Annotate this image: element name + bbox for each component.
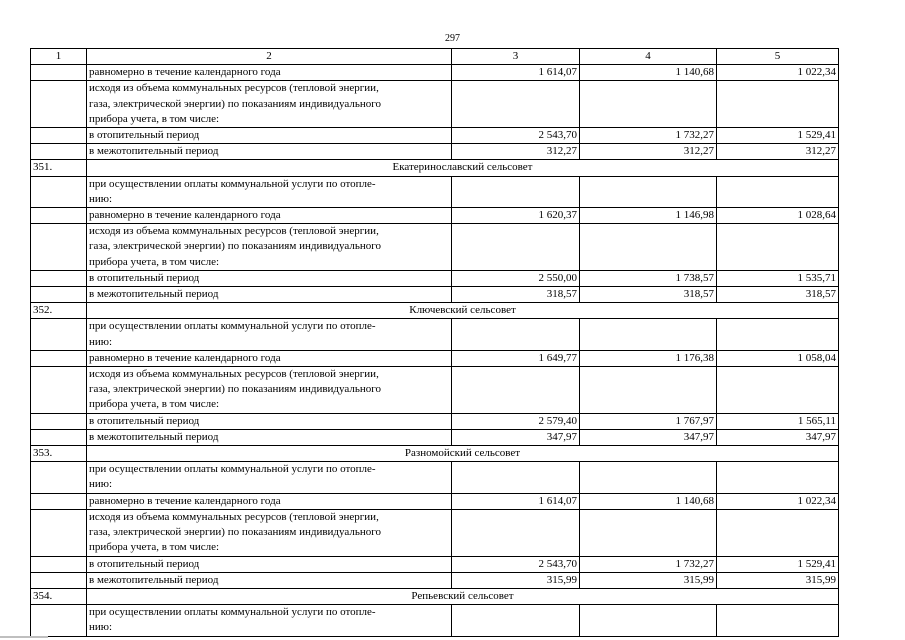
row-number-cell: [31, 176, 87, 207]
note-line: при осуществлении оплаты коммунальной услуги по отопле-: [89, 320, 376, 333]
note-line: исходя из объема коммунальных ресурсов (тепловой энергии,: [89, 82, 379, 95]
value-col-3: 318,57: [452, 287, 580, 303]
value-col-3: [452, 509, 580, 556]
value-col-3: 2 550,00: [452, 270, 580, 286]
data-row: [31, 208, 839, 224]
note-line: прибора учета, в том числе:: [89, 112, 220, 125]
data-row: [31, 493, 839, 509]
note-line: нию:: [89, 335, 113, 348]
note-line: при осуществлении оплаты коммунальной услуги по отопле-: [89, 177, 376, 190]
note-text: [87, 509, 452, 556]
row-number-cell: [31, 367, 87, 414]
row-label: равномерно в течение календарного года: [87, 65, 452, 81]
tariff-table-body: [31, 49, 839, 637]
value-col-3: [452, 176, 580, 207]
value-col-5: [717, 509, 839, 556]
note-row: [31, 81, 839, 128]
row-label: равномерно в течение календарного года: [87, 493, 452, 509]
value-col-3: [452, 81, 580, 128]
note-line: исходя из объема коммунальных ресурсов (тепловой энергии,: [89, 225, 379, 238]
row-number-cell: [31, 462, 87, 493]
row-label: в отопительный период: [87, 413, 452, 429]
value-col-4: 1 767,97: [580, 413, 717, 429]
data-row: [31, 429, 839, 445]
note-line: газа, электрической энергии) по показаниям индивидуального: [89, 240, 381, 253]
note-row: [31, 367, 839, 414]
note-row: [31, 224, 839, 271]
row-label: в межотопительный период: [87, 144, 452, 160]
value-col-5: 318,57: [717, 287, 839, 303]
note-line: исходя из объема коммунальных ресурсов (тепловой энергии,: [89, 368, 379, 381]
data-row: [31, 572, 839, 588]
row-label: равномерно в течение календарного года: [87, 350, 452, 366]
value-col-4: [580, 367, 717, 414]
row-label: равномерно в течение календарного года: [87, 208, 452, 224]
value-col-3: 347,97: [452, 429, 580, 445]
row-number-cell: [31, 556, 87, 572]
value-col-4: [580, 176, 717, 207]
header-col-3: 3: [452, 49, 580, 65]
row-number-cell: [31, 350, 87, 366]
header-row: [31, 49, 839, 65]
value-col-5: 1 022,34: [717, 65, 839, 81]
section-title: Репьевский сельсовет: [87, 588, 839, 604]
note-row: [31, 509, 839, 556]
value-col-5: [717, 319, 839, 350]
row-label: в отопительный период: [87, 128, 452, 144]
section-number: 353.: [31, 446, 87, 462]
note-line: при осуществлении оплаты коммунальной услуги по отопле-: [89, 463, 376, 476]
note-line: исходя из объема коммунальных ресурсов (тепловой энергии,: [89, 510, 379, 523]
value-col-4: 347,97: [580, 429, 717, 445]
value-col-3: [452, 224, 580, 271]
value-col-5: 315,99: [717, 572, 839, 588]
value-col-3: [452, 462, 580, 493]
note-line: газа, электрической энергии) по показаниям индивидуального: [89, 383, 381, 396]
note-line: при осуществлении оплаты коммунальной услуги по отопле-: [89, 606, 376, 619]
scan-edge-mark: [0, 636, 48, 638]
tariff-table: [30, 48, 839, 637]
row-number-cell: [31, 270, 87, 286]
value-col-3: 1 614,07: [452, 65, 580, 81]
note-text: [87, 176, 452, 207]
value-col-4: [580, 81, 717, 128]
value-col-3: 2 543,70: [452, 556, 580, 572]
value-col-3: [452, 605, 580, 636]
row-number-cell: [31, 413, 87, 429]
note-text: [87, 81, 452, 128]
value-col-4: 312,27: [580, 144, 717, 160]
note-line: нию:: [89, 621, 113, 634]
section-row: [31, 446, 839, 462]
value-col-4: 315,99: [580, 572, 717, 588]
note-line: прибора учета, в том числе:: [89, 398, 220, 411]
note-text: [87, 462, 452, 493]
row-number-cell: [31, 509, 87, 556]
row-number-cell: [31, 319, 87, 350]
value-col-5: [717, 605, 839, 636]
note-text: [87, 224, 452, 271]
note-line: нию:: [89, 478, 113, 491]
note-row: [31, 605, 839, 636]
header-col-5: 5: [717, 49, 839, 65]
section-number: 352.: [31, 303, 87, 319]
data-row: [31, 556, 839, 572]
value-col-3: 312,27: [452, 144, 580, 160]
row-number-cell: [31, 208, 87, 224]
value-col-5: 1 529,41: [717, 556, 839, 572]
value-col-3: 1 620,37: [452, 208, 580, 224]
note-text: [87, 319, 452, 350]
value-col-5: 1 022,34: [717, 493, 839, 509]
value-col-5: [717, 81, 839, 128]
value-col-3: [452, 367, 580, 414]
value-col-4: [580, 605, 717, 636]
value-col-4: 1 738,57: [580, 270, 717, 286]
value-col-4: 1 140,68: [580, 65, 717, 81]
note-row: [31, 319, 839, 350]
data-row: [31, 270, 839, 286]
section-row: [31, 588, 839, 604]
value-col-3: 315,99: [452, 572, 580, 588]
section-title: Екатеринославский сельсовет: [87, 160, 839, 176]
data-row: [31, 287, 839, 303]
section-title: Разномойский сельсовет: [87, 446, 839, 462]
row-label: в отопительный период: [87, 270, 452, 286]
value-col-5: 347,97: [717, 429, 839, 445]
value-col-4: [580, 509, 717, 556]
value-col-4: 1 732,27: [580, 556, 717, 572]
value-col-5: 1 529,41: [717, 128, 839, 144]
note-line: газа, электрической энергии) по показаниям индивидуального: [89, 97, 381, 110]
note-row: [31, 176, 839, 207]
section-title: Ключевский сельсовет: [87, 303, 839, 319]
value-col-5: 1 535,71: [717, 270, 839, 286]
row-number-cell: [31, 572, 87, 588]
header-col-1: 1: [31, 49, 87, 65]
data-row: [31, 350, 839, 366]
value-col-5: [717, 224, 839, 271]
value-col-4: 1 732,27: [580, 128, 717, 144]
value-col-3: 1 649,77: [452, 350, 580, 366]
row-number-cell: [31, 287, 87, 303]
page-number: 297: [445, 33, 460, 44]
row-number-cell: [31, 605, 87, 636]
row-label: в межотопительный период: [87, 429, 452, 445]
row-label: в межотопительный период: [87, 572, 452, 588]
row-label: в отопительный период: [87, 556, 452, 572]
value-col-4: [580, 319, 717, 350]
value-col-5: [717, 367, 839, 414]
row-number-cell: [31, 128, 87, 144]
data-row: [31, 144, 839, 160]
value-col-4: [580, 224, 717, 271]
note-line: газа, электрической энергии) по показаниям индивидуального: [89, 526, 381, 539]
note-text: [87, 367, 452, 414]
row-number-cell: [31, 224, 87, 271]
value-col-3: 2 543,70: [452, 128, 580, 144]
value-col-5: [717, 462, 839, 493]
data-row: [31, 413, 839, 429]
row-number-cell: [31, 144, 87, 160]
note-line: прибора учета, в том числе:: [89, 541, 220, 554]
data-row: [31, 65, 839, 81]
value-col-4: 1 140,68: [580, 493, 717, 509]
header-col-4: 4: [580, 49, 717, 65]
data-row: [31, 128, 839, 144]
note-text: [87, 605, 452, 636]
section-number: 354.: [31, 588, 87, 604]
value-col-5: 312,27: [717, 144, 839, 160]
row-number-cell: [31, 493, 87, 509]
row-number-cell: [31, 429, 87, 445]
header-col-2: 2: [87, 49, 452, 65]
row-number-cell: [31, 81, 87, 128]
note-line: прибора учета, в том числе:: [89, 255, 220, 268]
value-col-3: 1 614,07: [452, 493, 580, 509]
value-col-5: 1 028,64: [717, 208, 839, 224]
section-number: 351.: [31, 160, 87, 176]
section-row: [31, 303, 839, 319]
value-col-3: [452, 319, 580, 350]
row-label: в межотопительный период: [87, 287, 452, 303]
row-number-cell: [31, 65, 87, 81]
value-col-5: 1 058,04: [717, 350, 839, 366]
value-col-5: [717, 176, 839, 207]
value-col-4: [580, 462, 717, 493]
value-col-4: 1 146,98: [580, 208, 717, 224]
section-row: [31, 160, 839, 176]
note-line: нию:: [89, 192, 113, 205]
value-col-4: 318,57: [580, 287, 717, 303]
value-col-5: 1 565,11: [717, 413, 839, 429]
note-row: [31, 462, 839, 493]
value-col-3: 2 579,40: [452, 413, 580, 429]
value-col-4: 1 176,38: [580, 350, 717, 366]
